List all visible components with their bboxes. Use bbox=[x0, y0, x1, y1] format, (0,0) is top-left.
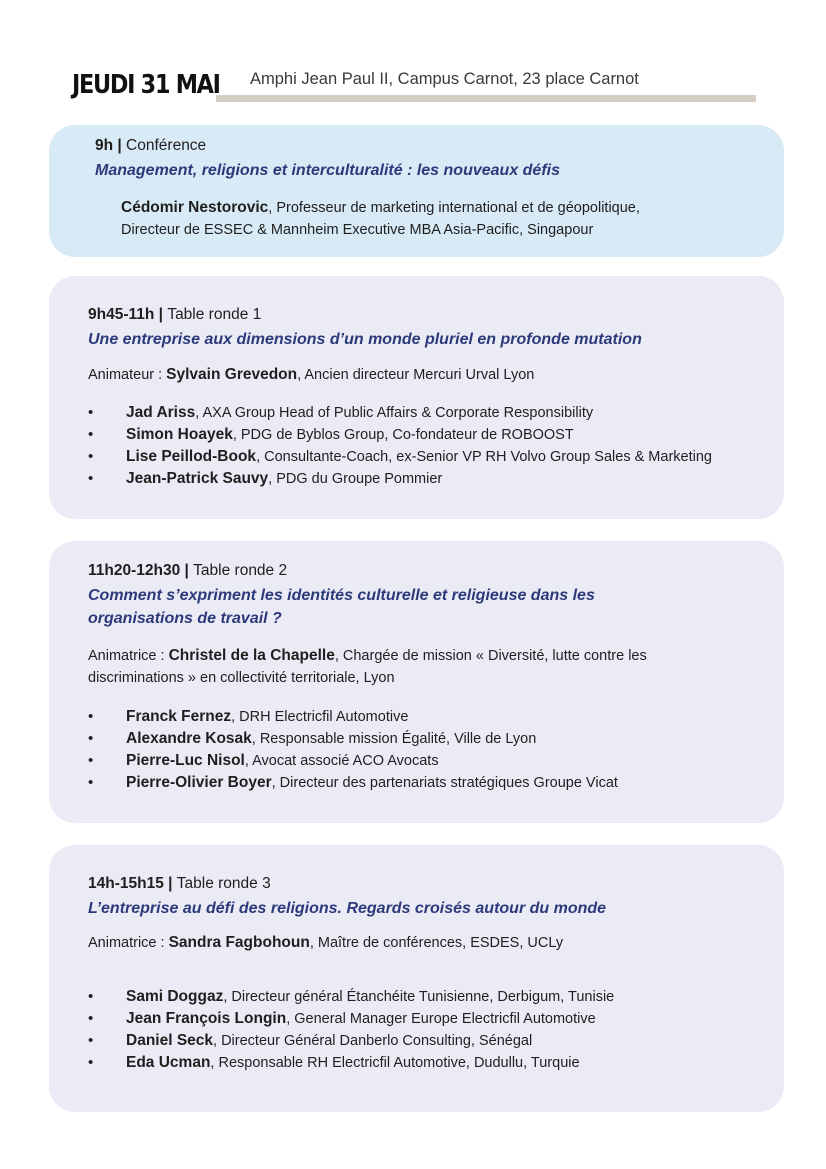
bullet-icon: • bbox=[88, 448, 94, 465]
host-name: Sandra Fagbohoun bbox=[168, 934, 310, 951]
bullet-icon: • bbox=[88, 752, 94, 769]
list-item bbox=[88, 986, 614, 1008]
venue-text: Amphi Jean Paul II, Campus Carnot, 23 place Carnot bbox=[250, 70, 639, 88]
session-kind: Table ronde 1 bbox=[167, 306, 262, 323]
host-label: Animatrice : bbox=[88, 935, 169, 951]
list-item bbox=[88, 1030, 614, 1052]
session-title-line1: Une entreprise aux dimensions d’un monde pluriel en profonde mutation bbox=[88, 331, 642, 348]
list-item bbox=[88, 1052, 614, 1074]
session-slot bbox=[88, 306, 261, 324]
session-time: 14h-15h15 bbox=[88, 875, 164, 892]
host-label: Animatrice : bbox=[88, 648, 169, 664]
bullet-icon: • bbox=[88, 730, 94, 747]
speaker-name: Franck Fernez bbox=[126, 708, 232, 725]
speaker-name: Jean François Longin bbox=[126, 1010, 287, 1027]
list-item bbox=[88, 750, 618, 772]
session-kind: Table ronde 3 bbox=[176, 875, 271, 892]
speaker-name: Alexandre Kosak bbox=[126, 730, 252, 747]
session-host bbox=[88, 934, 563, 952]
speaker-name: Simon Hoayek bbox=[126, 426, 233, 443]
bullet-icon: • bbox=[88, 774, 94, 791]
header-rule bbox=[216, 95, 756, 102]
session-host bbox=[88, 366, 534, 384]
session-title-line1: Comment s’expriment les identités culturelle et religieuse dans les bbox=[88, 587, 595, 604]
bullet-icon: • bbox=[88, 1010, 94, 1027]
session-title bbox=[88, 584, 595, 630]
speaker-role: , Directeur des partenariats stratégiques Groupe Vicat bbox=[271, 775, 618, 791]
session-title-line1: L’entreprise au défi des religions. Regards croisés autour du monde bbox=[88, 900, 607, 917]
session-time: 9h45-11h bbox=[88, 306, 155, 323]
speaker-role: , DRH Electricfil Automotive bbox=[231, 709, 409, 725]
session-card-1 bbox=[49, 276, 784, 519]
conference-slot bbox=[95, 137, 206, 155]
slot-separator: | bbox=[113, 137, 127, 154]
list-item bbox=[88, 402, 712, 424]
conference-time: 9h bbox=[95, 137, 114, 154]
speaker-role: , PDG du Groupe Pommier bbox=[268, 471, 443, 487]
session-slot bbox=[88, 875, 271, 893]
list-item bbox=[88, 446, 712, 468]
speaker-role: , Consultante-Coach, ex-Senior VP RH Volvo Group Sales & Marketing bbox=[256, 449, 712, 465]
bullet-icon: • bbox=[88, 404, 94, 421]
speaker-name: Daniel Seck bbox=[126, 1032, 214, 1049]
conference-speaker-name: Cédomir Nestorovic bbox=[121, 199, 269, 216]
speaker-name: Pierre-Olivier Boyer bbox=[126, 774, 272, 791]
bullet-icon: • bbox=[88, 988, 94, 1005]
session-card-3 bbox=[49, 845, 784, 1112]
session-title-line2: organisations de travail ? bbox=[88, 610, 282, 627]
host-label: Animateur : bbox=[88, 367, 167, 383]
list-item bbox=[88, 468, 712, 490]
conference-speaker-line1 bbox=[121, 199, 640, 217]
list-item bbox=[88, 772, 618, 794]
bullet-icon: • bbox=[88, 470, 94, 487]
host-role: , Ancien directeur Mercuri Urval Lyon bbox=[297, 367, 535, 383]
host-role: , Chargée de mission « Diversité, lutte contre les bbox=[334, 648, 647, 664]
bullet-icon: • bbox=[88, 1032, 94, 1049]
conference-speaker-line2: Directeur de ESSEC & Mannheim Executive MBA Asia-Pacific, Singapour bbox=[121, 222, 594, 238]
session-time: 11h20-12h30 bbox=[88, 562, 181, 579]
list-item bbox=[88, 728, 618, 750]
speaker-name: Jad Ariss bbox=[126, 404, 196, 421]
bullet-icon: • bbox=[88, 708, 94, 725]
speaker-role: , General Manager Europe Electricfil Automotive bbox=[286, 1011, 596, 1027]
speaker-name: Sami Doggaz bbox=[126, 988, 224, 1005]
host-role: , Maître de conférences, ESDES, UCLy bbox=[309, 935, 564, 951]
speaker-name: Lise Peillod-Book bbox=[126, 448, 257, 465]
speaker-role: , Directeur général Étanchéite Tunisienne, Derbigum, Tunisie bbox=[223, 989, 615, 1005]
conference-speaker-role1: , Professeur de marketing international et de géopolitique, bbox=[268, 200, 640, 216]
speaker-role: , AXA Group Head of Public Affairs & Corporate Responsibility bbox=[195, 405, 594, 421]
slot-separator: | bbox=[163, 875, 177, 892]
speaker-role: , Responsable RH Electricfil Automotive, Dudullu, Turquie bbox=[210, 1055, 580, 1071]
list-item bbox=[88, 424, 712, 446]
list-item bbox=[88, 1008, 614, 1030]
speaker-role: , PDG de Byblos Group, Co-fondateur de ROBOOST bbox=[232, 427, 574, 443]
session-title bbox=[88, 897, 606, 920]
conference-title: Management, religions et interculturalité : les nouveaux défis bbox=[95, 162, 560, 179]
session-slot bbox=[88, 562, 287, 580]
session-host bbox=[88, 645, 647, 689]
speaker-name: Eda Ucman bbox=[126, 1054, 211, 1071]
speaker-role: , Responsable mission Égalité, Ville de Lyon bbox=[251, 731, 537, 747]
slot-separator: | bbox=[180, 562, 194, 579]
conference-kind: Conférence bbox=[126, 137, 207, 154]
page-header bbox=[72, 66, 756, 106]
slot-separator: | bbox=[154, 306, 168, 323]
speaker-list bbox=[88, 986, 614, 1074]
bullet-icon: • bbox=[88, 426, 94, 443]
speaker-name: Jean-Patrick Sauvy bbox=[126, 470, 269, 487]
session-kind: Table ronde 2 bbox=[193, 562, 288, 579]
speaker-name: Pierre-Luc Nisol bbox=[126, 752, 245, 769]
session-title bbox=[88, 328, 642, 351]
host-name: Christel de la Chapelle bbox=[168, 647, 335, 664]
speaker-list bbox=[88, 706, 618, 794]
host-name: Sylvain Grevedon bbox=[166, 366, 298, 383]
host-role-line2: discriminations » en collectivité territoriale, Lyon bbox=[88, 670, 395, 686]
day-heading: JEUDI 31 MAI bbox=[72, 70, 220, 100]
speaker-role: , Directeur Général Danberlo Consulting, Sénégal bbox=[213, 1033, 533, 1049]
conference-card bbox=[49, 125, 784, 257]
speaker-list bbox=[88, 402, 712, 490]
list-item bbox=[88, 706, 618, 728]
speaker-role: , Avocat associé ACO Avocats bbox=[244, 753, 439, 769]
session-card-2 bbox=[49, 541, 784, 823]
bullet-icon: • bbox=[88, 1054, 94, 1071]
